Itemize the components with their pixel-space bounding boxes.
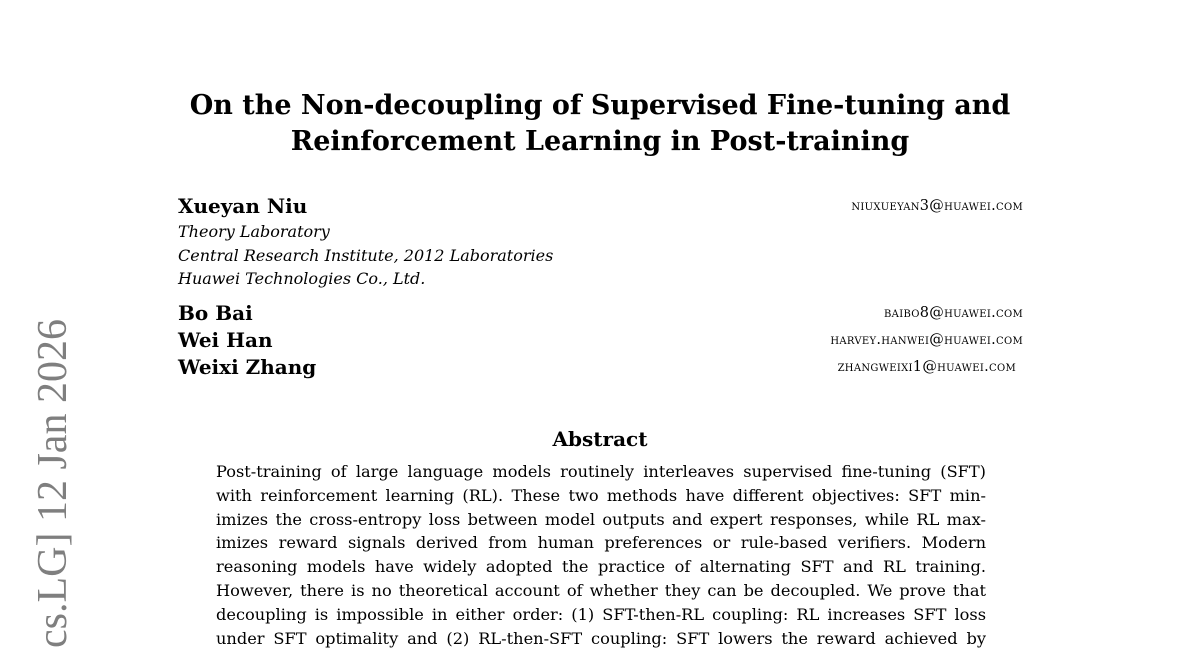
author-han [178, 327, 1023, 354]
affiliation-line: Huawei Technologies Co., Ltd. [178, 269, 426, 288]
author-name: Weixi Zhang [178, 355, 317, 379]
abstract-line: imizes the cross-entropy loss between model outputs and expert responses, while RL max- [216, 509, 986, 529]
abstract-line: under SFT optimality and (2) RL-then-SFT coupling: SFT lowers the reward achieved by [216, 628, 986, 648]
author-name: Xueyan Niu [178, 194, 308, 218]
author-niu [178, 193, 1023, 291]
author-name: Wei Han [178, 328, 273, 352]
abstract-line: imizes reward signals derived from human preferences or rule-based verifiers. Modern [216, 533, 986, 553]
affiliation-line: Central Research Institute, 2012 Laboratories [178, 245, 554, 265]
abstract-body [216, 460, 986, 650]
author-email[interactable]: harvey.hanwei@huawei.com [830, 332, 1023, 348]
title-line-2: Reinforcement Learning in Post-training [290, 126, 910, 157]
author-zhang [178, 354, 1023, 381]
title-line-1: On the Non-decoupling of Supervised Fine-tuning and [189, 90, 1011, 121]
affiliation-line: Theory Laboratory [178, 222, 330, 241]
abstract-line: decoupling is impossible in either order: (1) SFT-then-RL coupling: RL increases SFT loss [216, 604, 986, 624]
author-email[interactable]: baibo8@huawei.com [884, 305, 1023, 321]
abstract-line: Post-training of large language models routinely interleaves supervised fine-tuning (SFT) [216, 462, 986, 481]
arxiv-stamp: cs.LG] 12 Jan 2026 [30, 319, 76, 648]
abstract-line: reasoning models have widely adopted the practice of alternating SFT and RL training. [216, 557, 986, 577]
author-name: Bo Bai [178, 301, 253, 325]
author-email[interactable]: zhangweixi1@huawei.com [837, 359, 1016, 375]
abstract-line: with reinforcement learning (RL). These two methods have different objectives: SFT min- [216, 485, 986, 505]
paper-title [150, 88, 1050, 160]
abstract-line: However, there is no theoretical account of whether they can be decoupled. We prove that [216, 580, 986, 600]
author-bai [178, 300, 1023, 327]
abstract-heading: Abstract [552, 427, 648, 451]
author-email[interactable]: niuxueyan3@huawei.com [851, 198, 1023, 214]
